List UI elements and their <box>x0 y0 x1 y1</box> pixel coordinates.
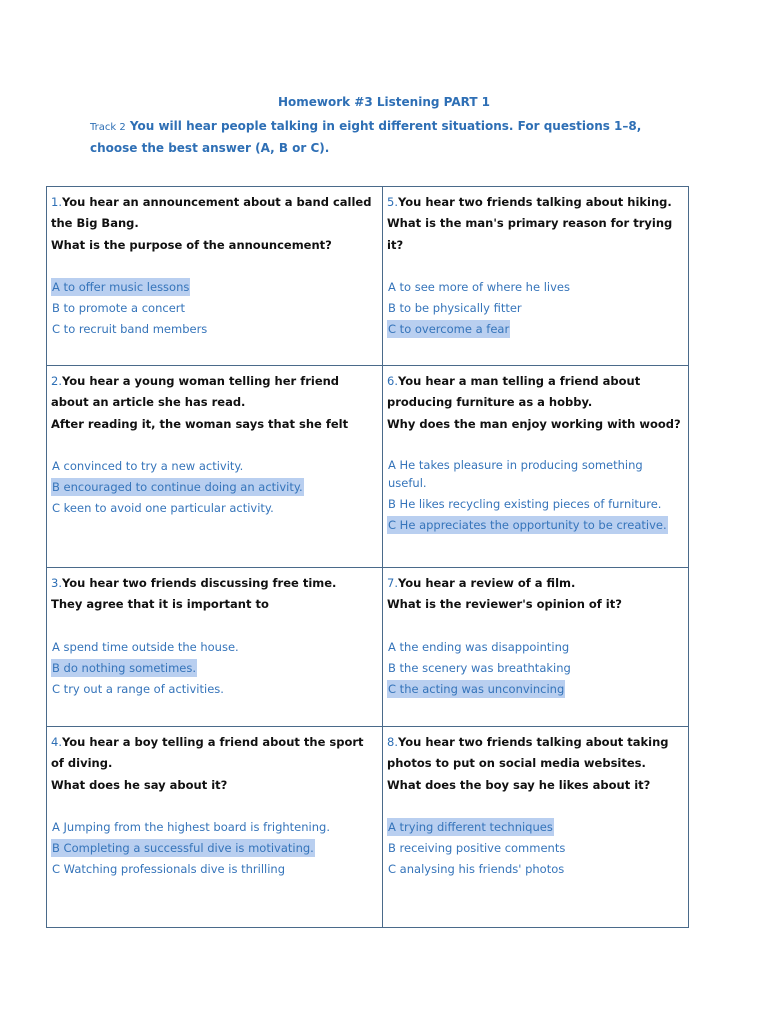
question-number: 1. <box>51 195 62 209</box>
answer-option[interactable] <box>51 817 378 838</box>
answer-option-text: B to be physically fitter <box>388 301 522 316</box>
answer-option[interactable] <box>387 298 684 319</box>
table-row <box>47 187 689 366</box>
question-text: You hear a review of a film. <box>397 576 576 590</box>
question-cell <box>47 366 383 568</box>
answer-option-text: A to offer music lessons <box>52 279 190 294</box>
answer-option[interactable] <box>387 277 684 298</box>
table-row <box>47 568 689 727</box>
question-text: You hear an announcement about a band called the Big Bang. <box>51 195 372 231</box>
question-number: 3. <box>51 576 62 590</box>
question-cell <box>383 187 689 366</box>
question-cell <box>383 727 689 928</box>
answer-option[interactable] <box>51 319 378 340</box>
answer-options <box>387 456 684 537</box>
question-number: 7. <box>387 576 398 590</box>
answer-option-text: A He takes pleasure in producing something useful. <box>388 457 643 490</box>
question-prompt <box>51 192 378 256</box>
question-text: You hear a man telling a friend about producing furniture as a hobby. <box>387 374 641 410</box>
answer-option-text: B He likes recycling existing pieces of furniture. <box>388 497 662 512</box>
answer-option-text: A Jumping from the highest board is frightening. <box>52 819 330 834</box>
question-cell <box>47 568 383 727</box>
answer-option-text: A trying different techniques <box>388 819 553 834</box>
question-cell <box>383 568 689 727</box>
question-text: You hear two friends talking about hiking. What is the man's primary reason for trying it? <box>387 195 673 252</box>
question-text: Why does the man enjoy working with wood? <box>387 416 681 431</box>
question-number: 8. <box>387 735 398 749</box>
answer-option-text: B Completing a successful dive is motivating. <box>52 841 314 856</box>
question-text: They agree that it is important to <box>51 597 269 612</box>
question-number: 2. <box>51 374 62 388</box>
question-text: What does he say about it? <box>51 777 228 792</box>
page-title: Homework #3 Listening PART 1 <box>277 95 491 109</box>
answer-option[interactable] <box>51 456 378 477</box>
answer-option-text: C the acting was unconvincing <box>388 682 565 697</box>
answer-option[interactable] <box>51 679 378 700</box>
question-text: What does the boy say he likes about it? <box>387 777 651 792</box>
answer-option-text: B do nothing sometimes. <box>52 660 197 675</box>
answer-option-text: A spend time outside the house. <box>52 639 239 654</box>
answer-option-text: C He appreciates the opportunity to be creative. <box>388 518 667 533</box>
answer-option-text: B to promote a concert <box>52 301 186 316</box>
answer-option-text: C try out a range of activities. <box>52 682 224 697</box>
question-text: You hear a boy telling a friend about the sport of diving. <box>51 735 364 771</box>
instructions <box>90 116 680 158</box>
answer-options <box>51 817 378 881</box>
question-text: After reading it, the woman says that she felt <box>51 416 349 431</box>
question-number: 6. <box>387 374 398 388</box>
question-prompt <box>51 732 378 796</box>
question-prompt <box>387 732 684 796</box>
answer-options <box>387 277 684 341</box>
question-cell <box>47 187 383 366</box>
track-label: Track 2 <box>90 122 126 133</box>
question-prompt <box>387 573 684 616</box>
answer-option-selected[interactable] <box>387 679 684 700</box>
answer-options <box>51 277 378 341</box>
answer-option[interactable] <box>387 658 684 679</box>
answer-option-text: B receiving positive comments <box>388 841 566 856</box>
question-number: 5. <box>387 195 398 209</box>
question-prompt <box>51 371 378 435</box>
answer-option[interactable] <box>387 494 684 515</box>
instructions-text: You will hear people talking in eight different situations. For questions 1–8, choose the best answer (A, B or C). <box>90 119 642 155</box>
answer-option[interactable] <box>51 298 378 319</box>
question-cell <box>47 727 383 928</box>
question-text: You hear two friends talking about taking photos to put on social media websites. <box>387 735 669 771</box>
question-text: What is the reviewer's opinion of it? <box>387 597 622 612</box>
question-text: What is the purpose of the announcement? <box>51 237 332 252</box>
question-cell <box>383 366 689 568</box>
answer-options <box>387 637 684 701</box>
answer-option-selected[interactable] <box>51 658 378 679</box>
question-prompt <box>387 371 684 435</box>
question-prompt <box>51 573 378 616</box>
answer-option-text: C to recruit band members <box>52 322 208 337</box>
answer-option-text: A the ending was disappointing <box>388 639 570 654</box>
answer-options <box>51 456 378 520</box>
answer-options <box>51 637 378 701</box>
answer-option[interactable] <box>51 859 378 880</box>
answer-option-text: B the scenery was breathtaking <box>388 660 571 675</box>
answer-option[interactable] <box>387 637 684 658</box>
answer-option-text: C analysing his friends' photos <box>388 862 565 877</box>
answer-option-selected[interactable] <box>387 319 684 340</box>
question-text: You hear a young woman telling her friend about an article she has read. <box>51 374 340 410</box>
answer-option[interactable] <box>51 498 378 519</box>
answer-option-selected[interactable] <box>387 817 684 838</box>
answer-option-text: C Watching professionals dive is thrilling <box>52 862 286 877</box>
answer-option-selected[interactable] <box>387 515 684 536</box>
question-prompt <box>387 192 684 256</box>
answer-option[interactable] <box>387 859 684 880</box>
answer-option-text: B encouraged to continue doing an activity. <box>52 480 303 495</box>
answer-option-text: C keen to avoid one particular activity. <box>52 501 274 516</box>
table-row <box>47 366 689 568</box>
answer-option-selected[interactable] <box>51 838 378 859</box>
answer-options <box>387 817 684 881</box>
question-text: You hear two friends discussing free time. <box>61 576 337 590</box>
answer-option[interactable] <box>387 838 684 859</box>
answer-option[interactable] <box>387 456 684 494</box>
question-number: 4. <box>51 735 62 749</box>
answer-option[interactable] <box>51 637 378 658</box>
answer-option-selected[interactable] <box>51 477 378 498</box>
table-row <box>47 727 689 928</box>
answer-option-text: A to see more of where he lives <box>388 279 570 294</box>
questions-table <box>46 186 689 928</box>
answer-option-text: C to overcome a fear <box>388 322 510 337</box>
answer-option-text: A convinced to try a new activity. <box>52 458 244 473</box>
answer-option-selected[interactable] <box>51 277 378 298</box>
